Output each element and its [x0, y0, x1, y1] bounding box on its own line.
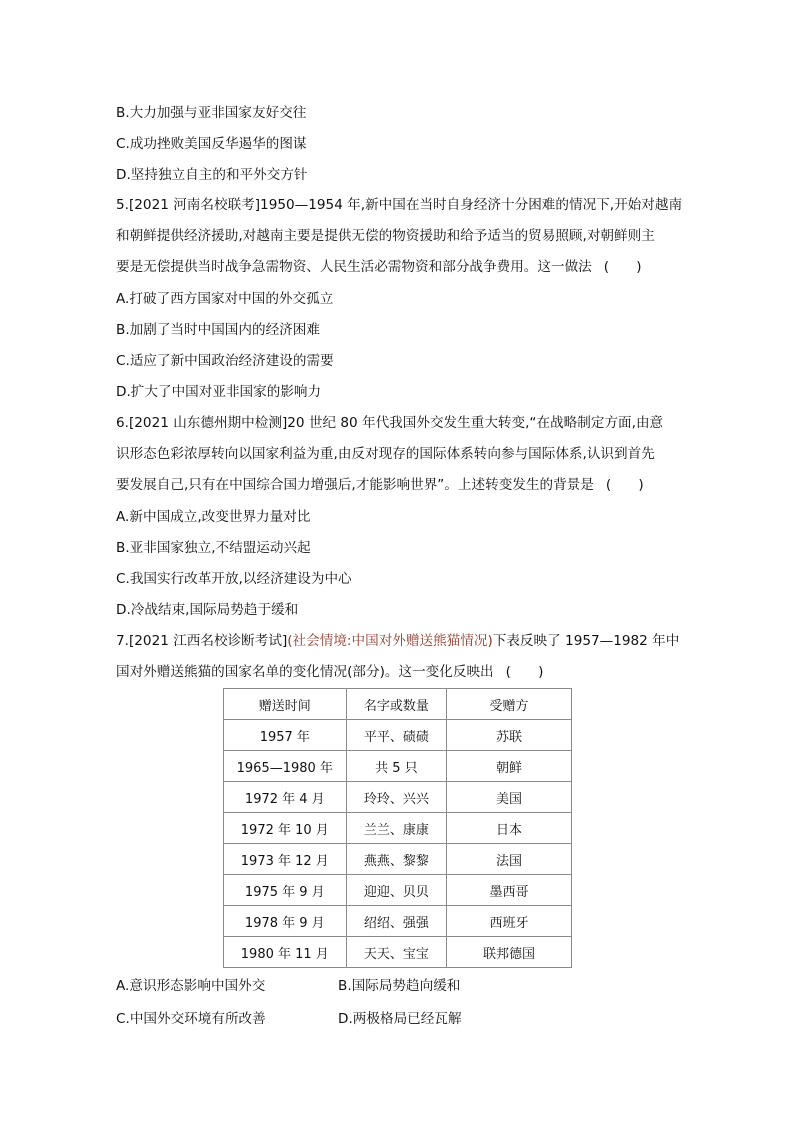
q6-answer-paren: ( ) — [605, 477, 644, 493]
cell-recipient: 苏联 — [447, 720, 572, 751]
q6-option-c: C.我国实行改革开放,以经济建设为中心 — [116, 571, 352, 587]
cell-time: 1978 年 9 月 — [224, 906, 347, 937]
cell-time: 1972 年 4 月 — [224, 782, 347, 813]
q6-stem-line3-text: 要发展自己,只有在中国综合国力增强后,才能影响世界”。上述转变发生的背景是 — [116, 477, 594, 493]
q5-option-d: D.扩大了中国对亚非国家的影响力 — [116, 384, 322, 400]
cell-name: 兰兰、康康 — [346, 813, 446, 844]
q5-stem-line3 — [116, 258, 676, 276]
q7-stem-line1-rest: 下表反映了 1957—1982 年中 — [492, 633, 680, 649]
q7-stem-line2 — [116, 663, 676, 681]
q5-stem-line1: 5.[2021 河南名校联考]1950—1954 年,新中国在当时自身经济十分困难的情况下,开始对越南 — [116, 197, 683, 213]
q5-stem-line3-text: 要是无偿提供当时战争急需物资、人民生活必需物资和部分战争费用。这一做法 — [116, 259, 592, 275]
cell-name: 平平、碛碛 — [346, 720, 446, 751]
q5-option-a: A.打破了西方国家对中国的外交孤立 — [116, 291, 334, 307]
header-gift-time: 赠送时间 — [224, 689, 347, 720]
cell-recipient: 朝鲜 — [447, 751, 572, 782]
table-row — [224, 844, 572, 875]
cell-name: 绍绍、强强 — [346, 906, 446, 937]
header-recipient: 受赠方 — [447, 689, 572, 720]
cell-time: 1965—1980 年 — [224, 751, 347, 782]
q7-stem-line1 — [116, 632, 680, 650]
table-row — [224, 813, 572, 844]
cell-recipient: 墨西哥 — [447, 875, 572, 906]
table-row — [224, 906, 572, 937]
cell-recipient: 西班牙 — [447, 906, 572, 937]
q6-stem-line1: 6.[2021 山东德州期中检测]20 世纪 80 年代我国外交发生重大转变,“在战略制定方面,由意 — [116, 415, 664, 431]
q7-answer-paren: ( ) — [505, 664, 544, 680]
cell-time: 1957 年 — [224, 720, 347, 751]
q7-option-c: C.中国外交环境有所改善 — [116, 1011, 266, 1027]
table-row — [224, 875, 572, 906]
q7-source: 7.[2021 江西名校诊断考试] — [116, 633, 288, 649]
cell-recipient: 美国 — [447, 782, 572, 813]
cell-recipient: 日本 — [447, 813, 572, 844]
cell-name: 迎迎、贝贝 — [346, 875, 446, 906]
q4-option-d: D.坚持独立自主的和平外交方针 — [116, 167, 308, 183]
q6-option-a: A.新中国成立,改变世界力量对比 — [116, 509, 311, 525]
q6-stem-line2: 识形态色彩浓厚转向以国家利益为重,由反对现存的国际体系转向参与国际体系,认识到首先 — [116, 446, 655, 462]
q4-option-c: C.成功挫败美国反华遏华的图谋 — [116, 136, 307, 152]
panda-gift-table — [223, 688, 572, 968]
q7-option-d: D.两极格局已经瓦解 — [338, 1011, 462, 1027]
cell-name: 玲玲、兴兴 — [346, 782, 446, 813]
cell-time: 1972 年 10 月 — [224, 813, 347, 844]
q7-context-tag: (社会情境:中国对外赠送熊猫情况) — [287, 633, 493, 649]
table-row — [224, 937, 572, 968]
q5-answer-paren: ( ) — [603, 259, 642, 275]
table-row — [224, 782, 572, 813]
q7-option-b: B.国际局势趋向缓和 — [338, 978, 461, 994]
q6-option-d: D.冷战结束,国际局势趋于缓和 — [116, 602, 299, 618]
q4-option-b: B.大力加强与亚非国家友好交往 — [116, 105, 307, 121]
cell-name: 天天、宝宝 — [346, 937, 446, 968]
cell-recipient: 法国 — [447, 844, 572, 875]
q5-option-b: B.加剧了当时中国国内的经济困难 — [116, 322, 320, 338]
table-header-row — [224, 689, 572, 720]
q5-stem-line2: 和朝鲜提供经济援助,对越南主要是提供无偿的物资援助和给予适当的贸易照顾,对朝鲜则主 — [116, 228, 655, 244]
q7-stem-line2-text: 国对外赠送熊猫的国家名单的变化情况(部分)。这一变化反映出 — [116, 664, 494, 680]
cell-time: 1975 年 9 月 — [224, 875, 347, 906]
q5-option-c: C.适应了新中国政治经济建设的需要 — [116, 353, 334, 369]
q7-option-a: A.意识形态影响中国外交 — [116, 978, 266, 994]
q6-stem-line3 — [116, 476, 676, 494]
cell-recipient: 联邦德国 — [447, 937, 572, 968]
table-row — [224, 751, 572, 782]
cell-time: 1980 年 11 月 — [224, 937, 347, 968]
table-row — [224, 720, 572, 751]
cell-name: 共 5 只 — [346, 751, 446, 782]
q6-option-b: B.亚非国家独立,不结盟运动兴起 — [116, 540, 311, 556]
cell-time: 1973 年 12 月 — [224, 844, 347, 875]
cell-name: 燕燕、黎黎 — [346, 844, 446, 875]
header-name-or-count: 名字或数量 — [346, 689, 446, 720]
